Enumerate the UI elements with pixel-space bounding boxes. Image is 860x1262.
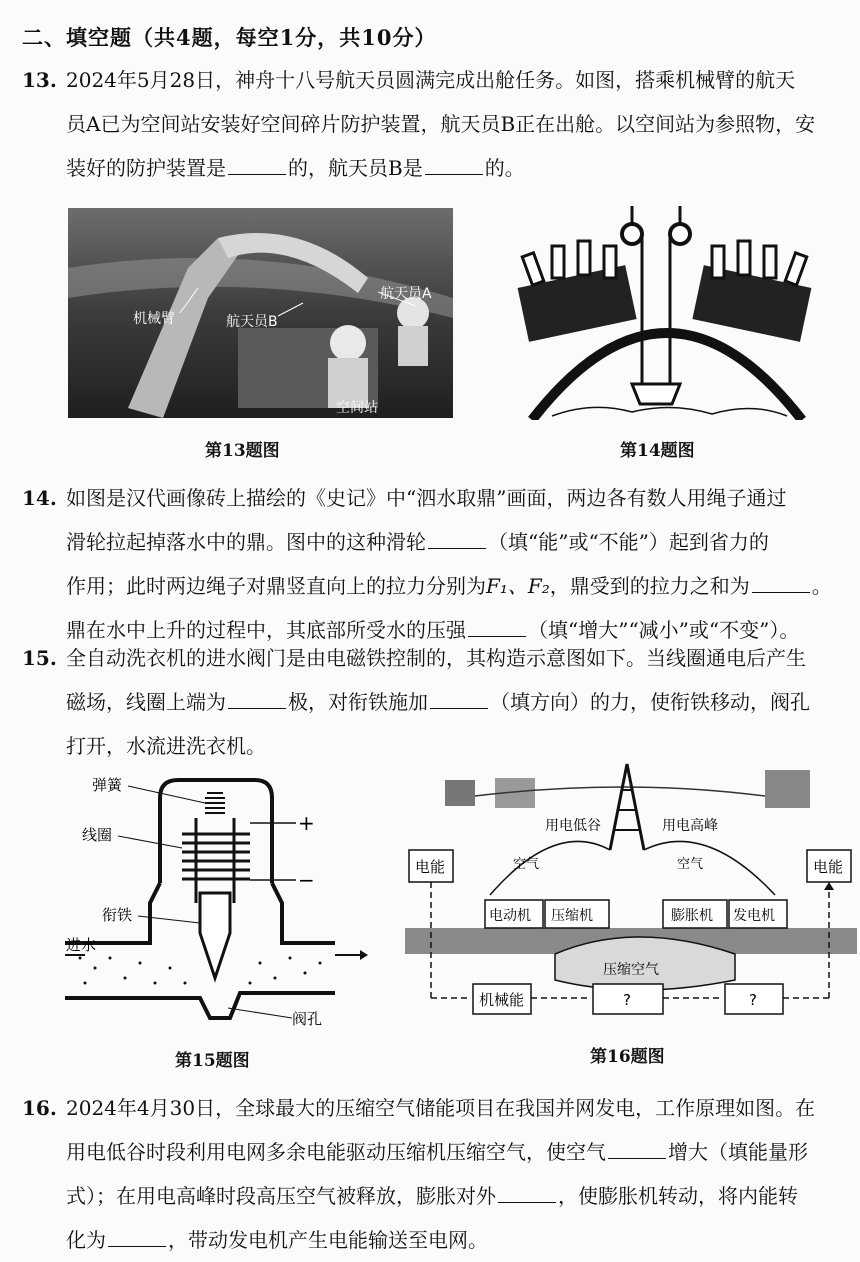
- question-number: 13.: [22, 68, 57, 92]
- label-coil: 线圈: [82, 826, 113, 844]
- section-title: 二、填空题（共4题，每空1分，共10分）: [22, 25, 437, 50]
- label-air-right: 空气: [677, 857, 704, 872]
- answer-blank[interactable]: [752, 574, 810, 593]
- label-compressor: 压缩机: [551, 908, 593, 924]
- label-astronaut-a: 航天员A: [380, 286, 432, 302]
- q14-line3: 作用；此时两边绳子对鼎竖直向上的拉力分别为F₁、F₂，鼎受到的拉力之和为 。: [66, 574, 832, 598]
- box-mechanical: 机械能: [479, 991, 525, 1009]
- label-peak: 用电高峰: [662, 818, 718, 834]
- answer-blank[interactable]: [608, 1140, 666, 1159]
- q13-line1: 2024年5月28日，神舟十八号航天员圆满完成出舱任务。如图，搭乘机械臂的航天: [66, 68, 796, 92]
- box-electric-right: 电能: [813, 858, 844, 876]
- label-spring: 弹簧: [92, 776, 123, 794]
- figure-16-energy-diagram: [405, 760, 857, 1038]
- answer-blank[interactable]: [428, 530, 486, 549]
- figure-14-caption: 第14题图: [620, 441, 695, 461]
- label-plus: +: [298, 811, 315, 835]
- label-station: 空间站: [336, 400, 378, 416]
- box-unknown-2: ?: [749, 991, 757, 1009]
- question-number: 16.: [22, 1096, 57, 1120]
- question-number: 14.: [22, 486, 57, 510]
- q16-line4: 化为 ，带动发电机产生电能输送至电网。: [66, 1228, 488, 1252]
- question-15: [22, 636, 852, 768]
- figure-15-caption: 第15题图: [175, 1051, 250, 1071]
- figure-15-valve-diagram: [60, 768, 370, 1038]
- figure-16-caption: 第16题图: [590, 1047, 665, 1067]
- label-hole: 阀孔: [292, 1010, 323, 1028]
- figure-13-caption: 第13题图: [205, 441, 280, 461]
- answer-blank[interactable]: [425, 156, 483, 175]
- label-arm: 机械臂: [133, 311, 175, 327]
- answer-blank[interactable]: [498, 1184, 556, 1203]
- label-motor: 电动机: [489, 908, 531, 924]
- q15-line2: 磁场，线圈上端为 极，对衔铁施加 （填方向）的力，使衔铁移动，阀孔: [66, 690, 810, 714]
- q14-line1: 如图是汉代画像砖上描绘的《史记》中“泗水取鼎”画面，两边各有数人用绳子通过: [66, 486, 787, 510]
- question-16: [22, 1086, 852, 1262]
- box-unknown-1: ?: [623, 991, 631, 1009]
- label-valley: 用电低谷: [545, 818, 601, 834]
- answer-blank[interactable]: [228, 156, 286, 175]
- figure-14-drawing: [512, 206, 822, 420]
- q16-line1: 2024年4月30日，全球最大的压缩空气储能项目在我国并网发电，工作原理如图。在: [66, 1096, 816, 1120]
- label-expander: 膨胀机: [671, 908, 713, 924]
- q16-line2: 用电低谷时段利用电网多余电能驱动压缩机压缩空气，使空气 增大（填能量形: [66, 1140, 808, 1164]
- label-minus: −: [298, 868, 315, 892]
- label-armature: 衔铁: [102, 906, 133, 924]
- label-inlet: 进水: [66, 936, 97, 954]
- question-14: [22, 476, 852, 652]
- answer-blank[interactable]: [228, 690, 286, 709]
- q13-line3: 装好的防护装置是 的，航天员B是 的。: [66, 156, 525, 180]
- answer-blank[interactable]: [108, 1228, 166, 1247]
- question-number: 15.: [22, 646, 57, 670]
- q13-line2: 员A已为空间站安装好空间碎片防护装置，航天员B正在出舱。以空间站为参照物，安: [66, 112, 816, 136]
- label-astronaut-b: 航天员B: [226, 314, 278, 330]
- label-compressed-air: 压缩空气: [603, 962, 659, 978]
- answer-blank[interactable]: [468, 618, 526, 637]
- q15-line1: 全自动洗衣机的进水阀门是由电磁铁控制的，其构造示意图如下。当线圈通电后产生: [66, 646, 806, 670]
- q16-line3: 式）；在用电高峰时段高压空气被释放，膨胀对外 ，使膨胀机转动，将内能转: [66, 1184, 798, 1208]
- figure-13-photo: [68, 208, 453, 418]
- q15-line3: 打开，水流进洗衣机。: [66, 734, 266, 758]
- box-electric-left: 电能: [415, 858, 446, 876]
- q14-line4: 鼎在水中上升的过程中，其底部所受水的压强 （填“增大”“减小”或“不变”）。: [66, 618, 800, 642]
- label-air-left: 空气: [513, 857, 540, 872]
- answer-blank[interactable]: [430, 690, 488, 709]
- q14-line2: 滑轮拉起掉落水中的鼎。图中的这种滑轮 （填“能”或“不能”）起到省力的: [66, 530, 769, 554]
- question-13: [22, 58, 852, 190]
- label-generator: 发电机: [733, 908, 775, 924]
